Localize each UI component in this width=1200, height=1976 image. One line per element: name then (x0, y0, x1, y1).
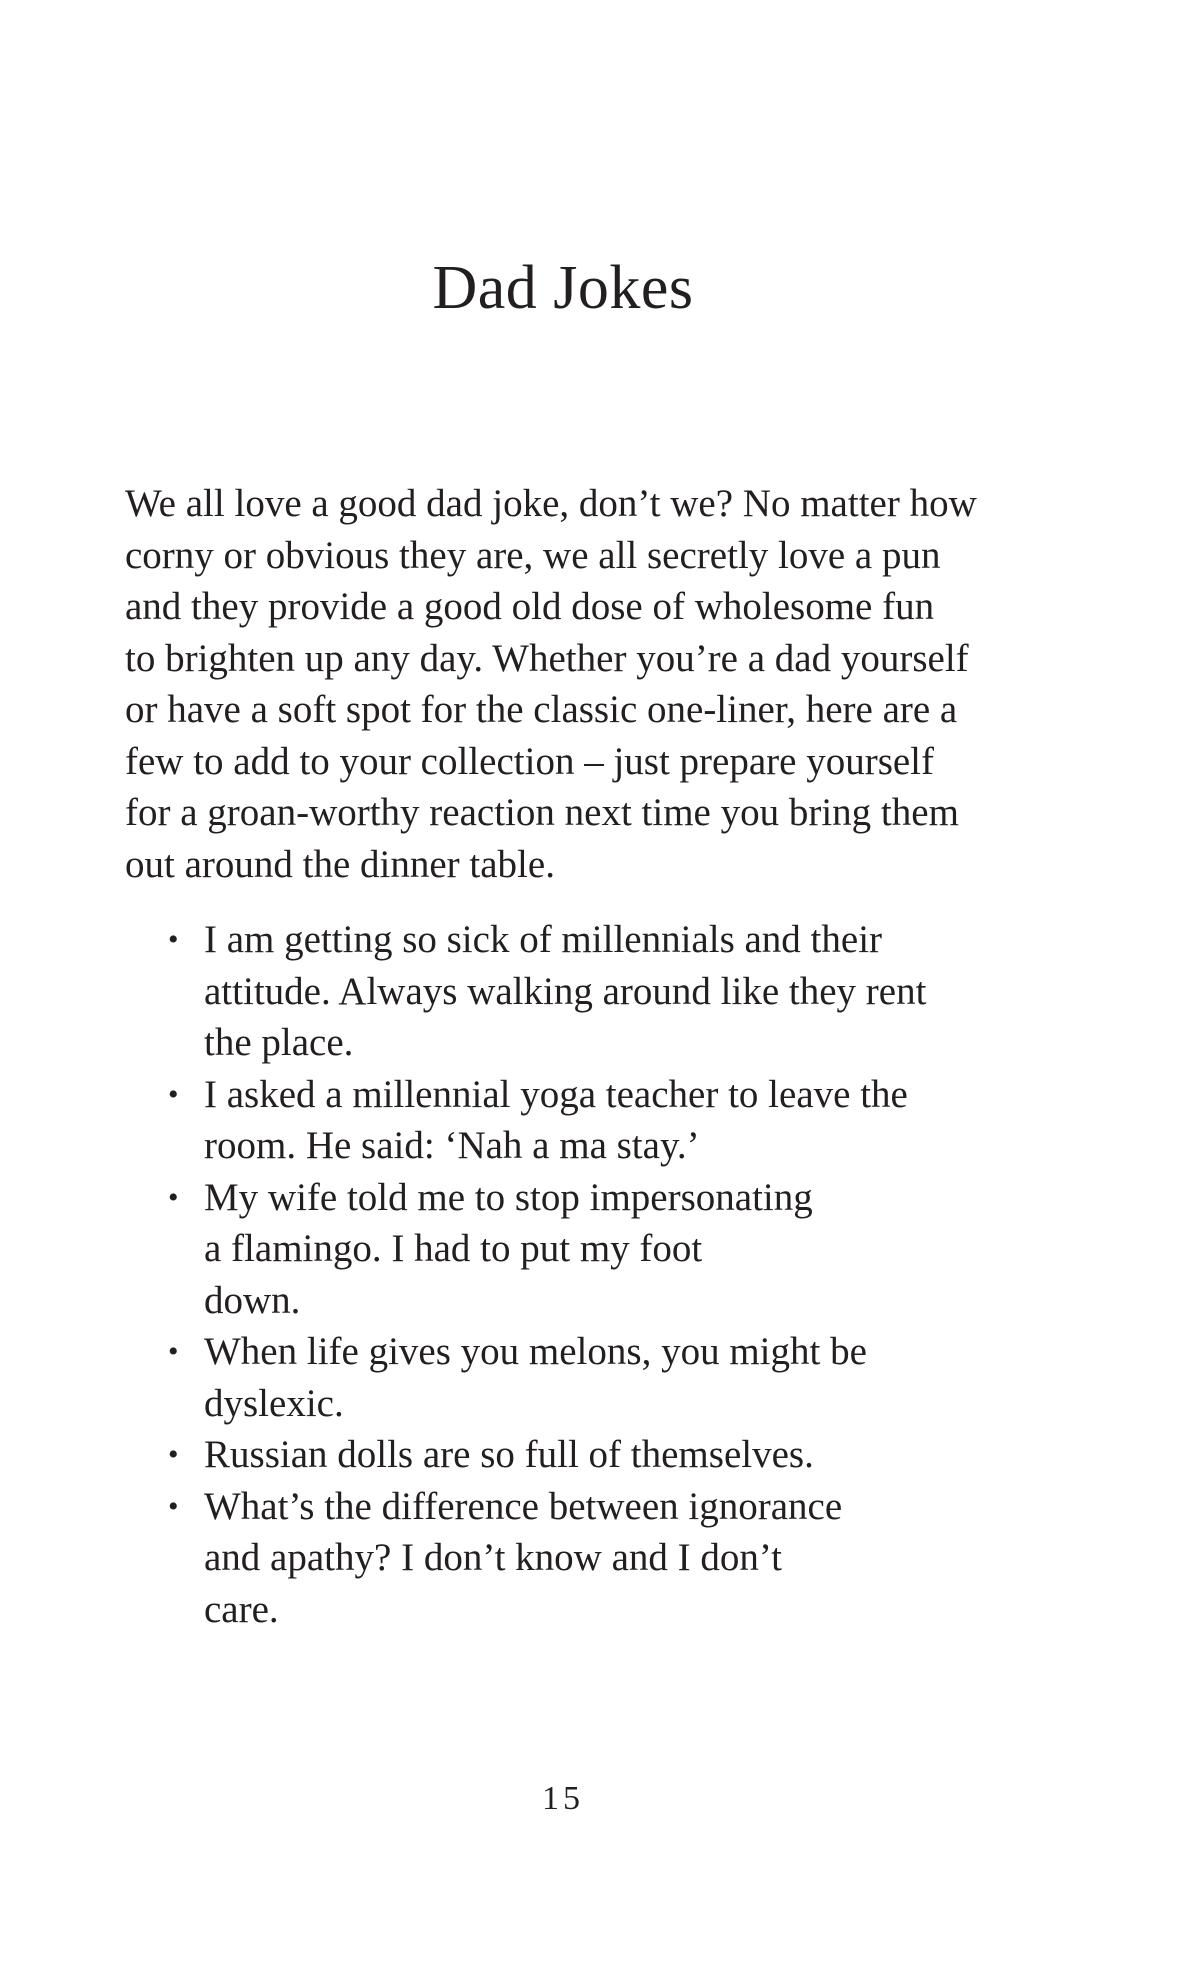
joke-line: attitude. Always walking around like they rent (204, 969, 927, 1013)
joke-line: Russian dolls are so full of themselves. (204, 1433, 814, 1476)
joke-line: My wife told me to stop impersonating (204, 1175, 813, 1219)
intro-line: for a groan-worthy reaction next time you bring them (125, 791, 959, 834)
list-item (160, 914, 1000, 1069)
bullet-icon: • (168, 923, 179, 956)
intro-paragraph (125, 478, 1025, 890)
intro-line: and they provide a good old dose of wholesome fun (125, 585, 935, 628)
list-item (160, 1429, 1000, 1481)
list-item (160, 1326, 1000, 1429)
intro-line: or have a soft spot for the classic one-liner, here are a (125, 688, 958, 731)
page-title: Dad Jokes (432, 254, 694, 322)
list-item (160, 1069, 1000, 1172)
bullet-icon: • (168, 1438, 179, 1471)
intro-line: corny or obvious they are, we all secretly love a pun (125, 533, 941, 577)
joke-line: the place. (204, 1021, 354, 1064)
page-number: 15 (542, 1780, 584, 1817)
list-item (160, 1481, 1000, 1636)
joke-line: I asked a millennial yoga teacher to leave the (204, 1072, 908, 1116)
joke-line: a flamingo. I had to put my foot (204, 1227, 703, 1270)
joke-line: I am getting so sick of millennials and their (204, 918, 883, 961)
intro-line: few to add to your collection – just prepare yourself (125, 739, 935, 783)
joke-line: and apathy? I don’t know and I don’t (204, 1536, 783, 1579)
jokes-list (160, 914, 1000, 1635)
joke-line: down. (204, 1278, 301, 1322)
joke-line: When life gives you melons, you might be (204, 1330, 867, 1373)
joke-line: What’s the difference between ignorance (204, 1484, 843, 1528)
bullet-icon: • (168, 1489, 179, 1523)
joke-line: care. (204, 1587, 279, 1631)
joke-line: dyslexic. (204, 1381, 344, 1425)
intro-line: We all love a good dad joke, don’t we? No matter how (125, 482, 977, 525)
intro-line: to brighten up any day. Whether you’re a dad yourself (125, 636, 969, 680)
bullet-icon: • (168, 1180, 179, 1214)
list-item (160, 1172, 1000, 1327)
joke-line: room. He said: ‘Nah a ma stay.’ (204, 1124, 700, 1167)
intro-line: out around the dinner table. (125, 842, 555, 886)
bullet-icon: • (168, 1077, 179, 1111)
bullet-icon: • (168, 1335, 179, 1368)
